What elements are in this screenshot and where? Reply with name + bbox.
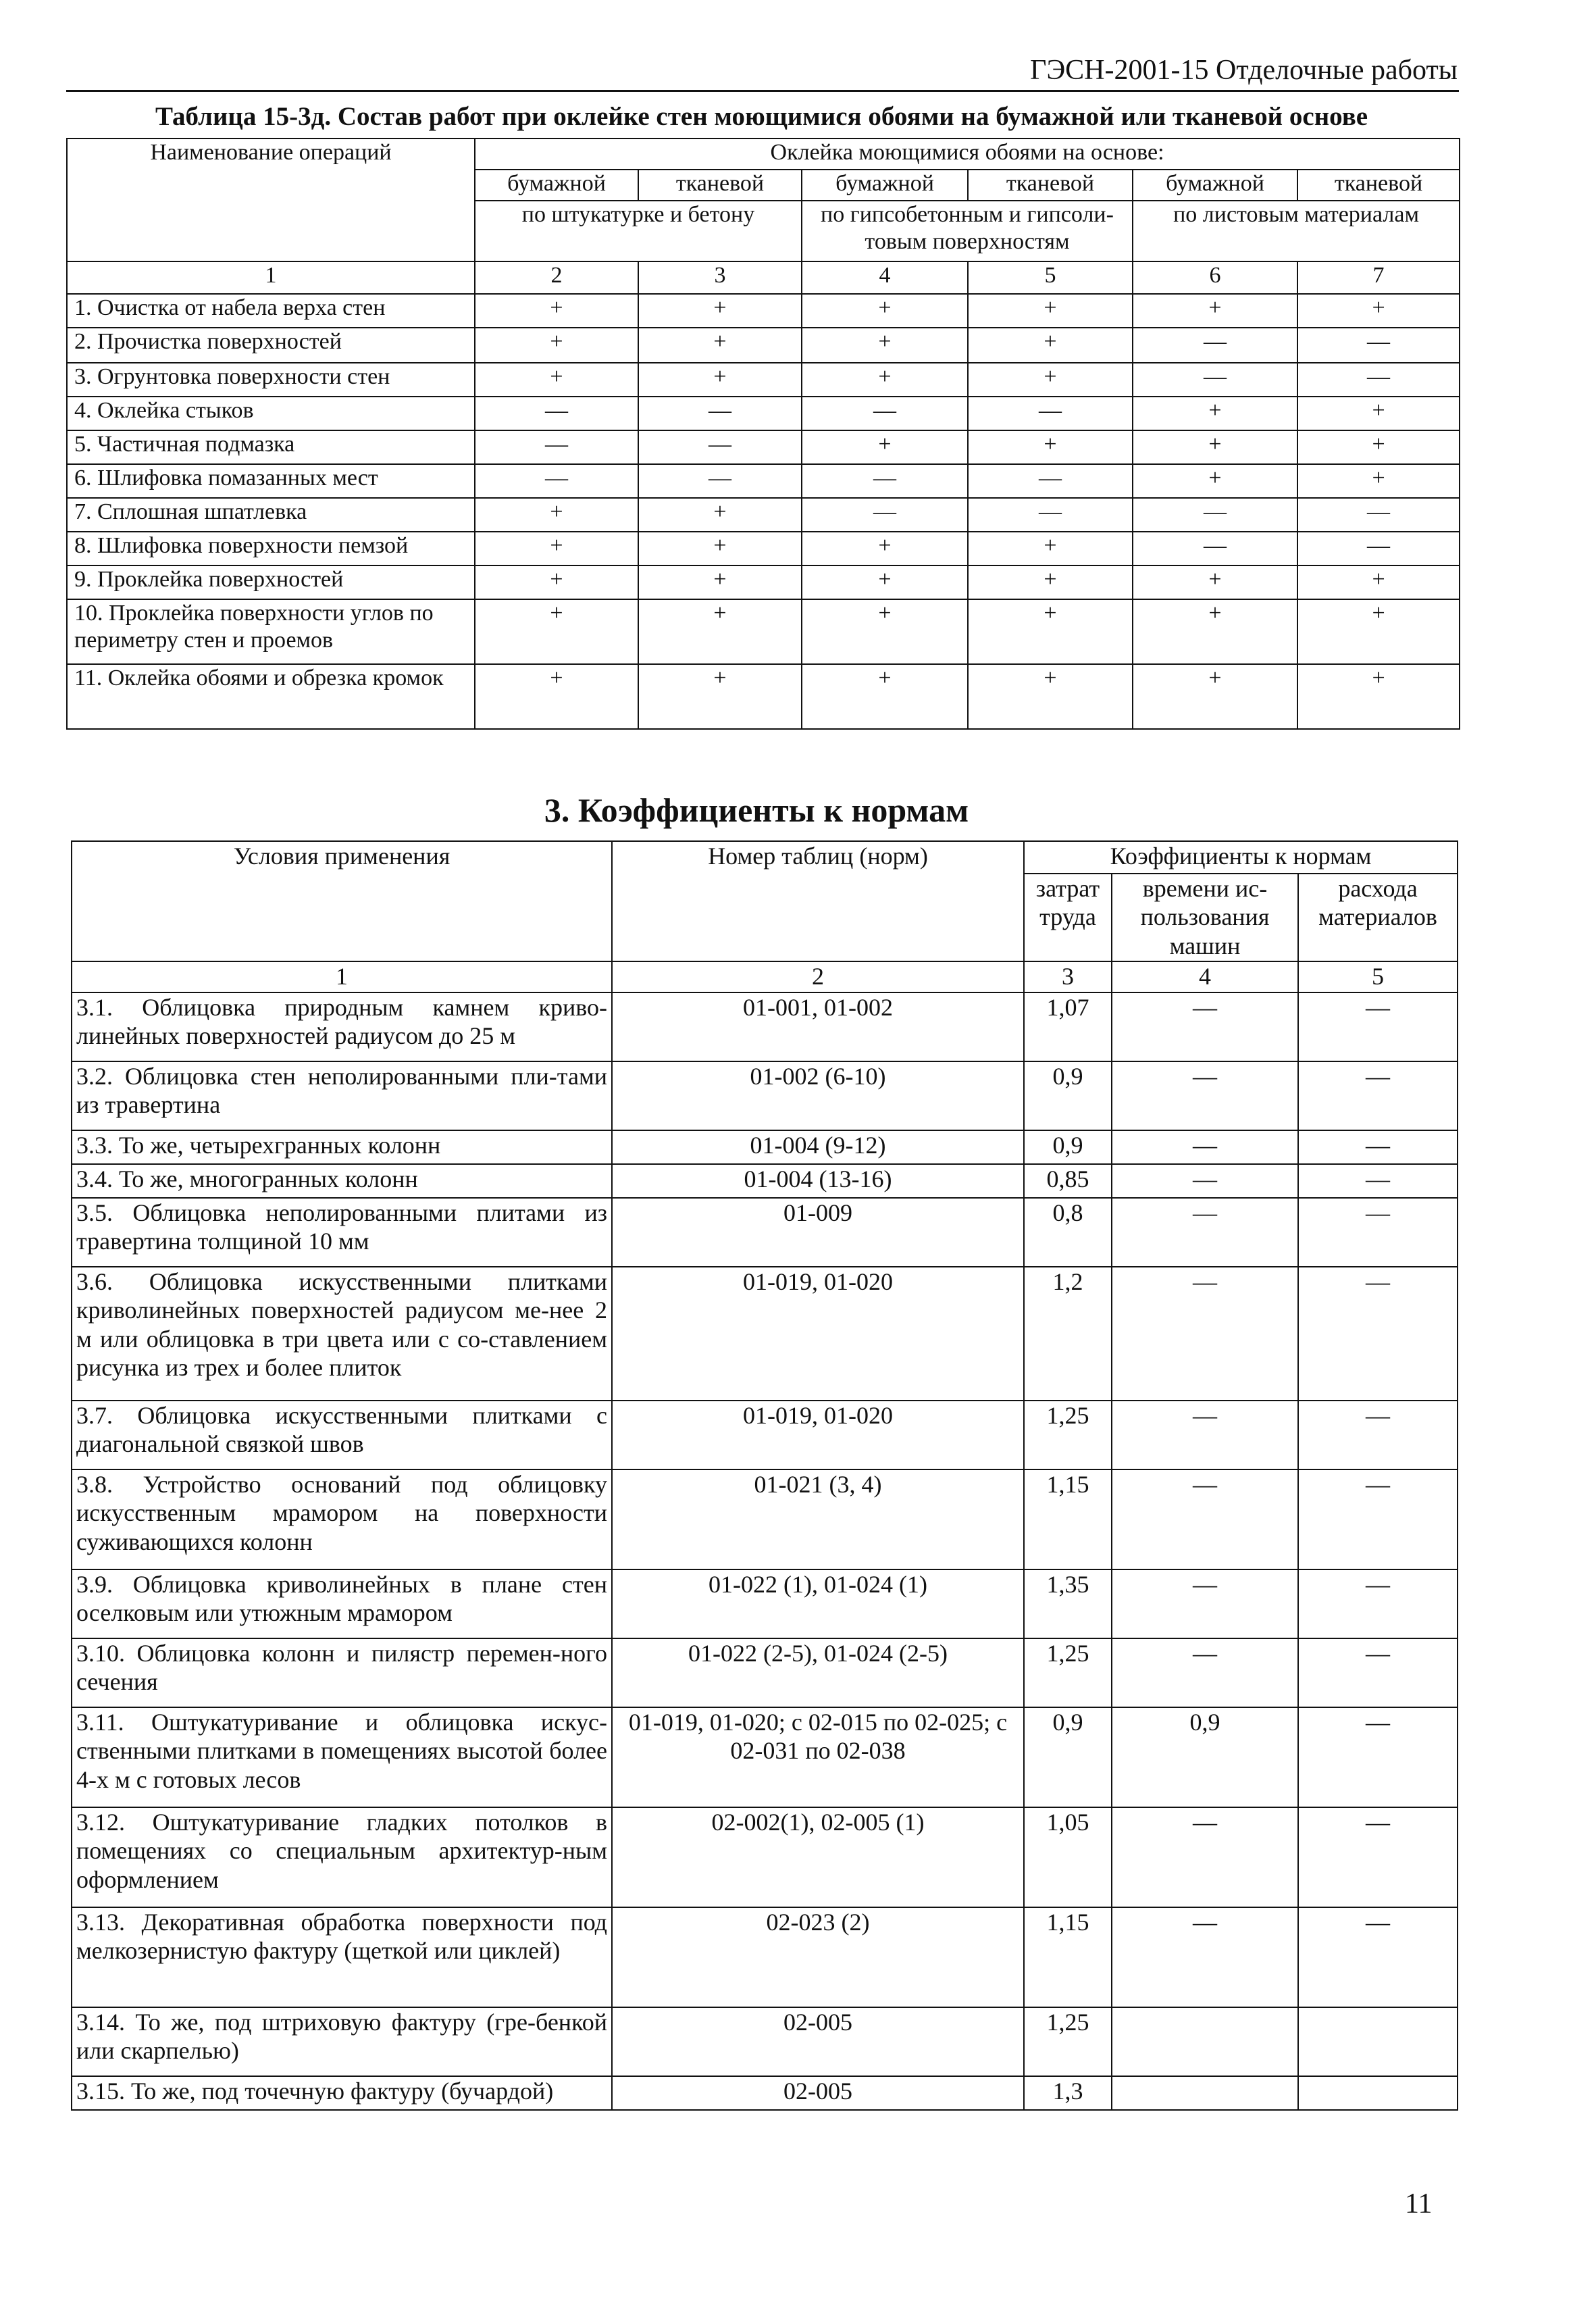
coef-materials: — — [1298, 1401, 1458, 1469]
operation-name: 1. Очистка от набела верха стен — [67, 294, 475, 328]
condition-text: 3.7. Облицовка искусственными плитками с диагональной связкой швов — [72, 1401, 612, 1469]
coef-labor: 1,2 — [1024, 1267, 1112, 1401]
operation-name: 10. Проклейка поверхности углов по периметру стен и проемов — [67, 599, 475, 664]
table-number: 01-004 (13-16) — [612, 1164, 1024, 1198]
table-number: 02-002(1), 02-005 (1) — [612, 1807, 1024, 1907]
operation-mark: — — [1297, 498, 1460, 532]
condition-text: 3.2. Облицовка стен неполированными пли-тами из травертина — [72, 1061, 612, 1130]
table-row — [67, 599, 1460, 664]
coef-materials — [1298, 2076, 1458, 2110]
header-rule — [66, 90, 1459, 92]
coef-labor: 1,25 — [1024, 1638, 1112, 1707]
col-header-base: тканевой — [638, 170, 802, 201]
coef-labor: 1,15 — [1024, 1907, 1112, 2007]
operation-mark: — — [802, 498, 968, 532]
operation-name: 5. Частичная подмазка — [67, 430, 475, 464]
operation-mark: + — [638, 599, 802, 664]
col-header-table-no: Номер таблиц (норм) — [612, 841, 1024, 961]
table-row — [67, 498, 1460, 532]
col-header-wallpaper-group: Оклейка моющимися обоями на основе: — [475, 139, 1460, 170]
col-header-operations: Наименование операций — [67, 139, 475, 261]
table-row — [67, 397, 1460, 430]
coef-materials: — — [1298, 1807, 1458, 1907]
coef-labor: 0,9 — [1024, 1707, 1112, 1807]
coef-machine: — — [1112, 1198, 1298, 1267]
col-number: 7 — [1297, 261, 1460, 294]
coef-materials: — — [1298, 1267, 1458, 1401]
operation-mark: + — [1133, 664, 1297, 729]
coef-labor: 0,85 — [1024, 1164, 1112, 1198]
operation-mark: — — [475, 430, 638, 464]
operation-mark: + — [968, 532, 1133, 565]
operation-mark: + — [638, 363, 802, 397]
coef-machine: — — [1112, 1267, 1298, 1401]
operation-mark: + — [1133, 294, 1297, 328]
condition-text: 3.5. Облицовка неполированными плитами из травертина толщиной 10 мм — [72, 1198, 612, 1267]
operation-name: 2. Прочистка поверхностей — [67, 328, 475, 363]
operation-mark: — — [968, 397, 1133, 430]
coef-labor: 1,35 — [1024, 1569, 1112, 1638]
operation-mark: + — [802, 363, 968, 397]
col-header-surface: по штукатурке и бетону — [475, 201, 802, 261]
col-number: 4 — [1112, 961, 1298, 992]
coef-materials: — — [1298, 1164, 1458, 1198]
operation-mark: + — [1133, 565, 1297, 599]
coef-machine — [1112, 2007, 1298, 2076]
table-row — [67, 363, 1460, 397]
operation-mark: — — [968, 464, 1133, 498]
operation-mark: — — [802, 397, 968, 430]
coef-machine — [1112, 2076, 1298, 2110]
coef-materials: — — [1298, 992, 1458, 1061]
operation-mark: + — [475, 565, 638, 599]
table-number: 01-022 (1), 01-024 (1) — [612, 1569, 1024, 1638]
page-number: 11 — [1405, 2188, 1433, 2219]
coef-labor: 1,07 — [1024, 992, 1112, 1061]
operation-mark: + — [1297, 464, 1460, 498]
operation-mark: + — [968, 599, 1133, 664]
coef-labor: 1,3 — [1024, 2076, 1112, 2110]
operation-mark: + — [1297, 294, 1460, 328]
operation-mark: — — [1297, 532, 1460, 565]
operation-mark: + — [475, 498, 638, 532]
table-row — [72, 1164, 1458, 1198]
coef-materials: — — [1298, 1638, 1458, 1707]
coef-machine: — — [1112, 992, 1298, 1061]
operation-mark: + — [968, 664, 1133, 729]
col-header-coef-group: Коэффициенты к нормам — [1024, 841, 1458, 874]
operation-mark: — — [1133, 532, 1297, 565]
table-row — [72, 1198, 1458, 1267]
operation-mark: + — [968, 363, 1133, 397]
table-number: 01-004 (9-12) — [612, 1130, 1024, 1164]
table-row — [72, 2007, 1458, 2076]
table-number: 01-019, 01-020; с 02-015 по 02-025; с 02-031 по 02-038 — [612, 1707, 1024, 1807]
operation-mark: + — [802, 532, 968, 565]
table-number: 01-022 (2-5), 01-024 (2-5) — [612, 1638, 1024, 1707]
operation-mark: — — [638, 430, 802, 464]
col-header-conditions: Условия применения — [72, 841, 612, 961]
table-row — [72, 1707, 1458, 1807]
table-row — [67, 664, 1460, 729]
coef-materials: — — [1298, 1198, 1458, 1267]
operation-name: 11. Оклейка обоями и обрезка кромок — [67, 664, 475, 729]
operation-name: 9. Проклейка поверхностей — [67, 565, 475, 599]
operation-mark: — — [968, 498, 1133, 532]
coef-machine: — — [1112, 1569, 1298, 1638]
condition-text: 3.15. То же, под точечную фактуру (бучардой) — [72, 2076, 612, 2110]
operation-mark: + — [475, 664, 638, 729]
condition-text: 3.11. Оштукатуривание и облицовка искус-ственными плитками в помещениях высотой более 4-х м с готовых лесов — [72, 1707, 612, 1807]
operation-mark: — — [1133, 498, 1297, 532]
table-number: 01-019, 01-020 — [612, 1267, 1024, 1401]
operation-mark: + — [802, 328, 968, 363]
col-number: 2 — [475, 261, 638, 294]
coef-labor: 1,05 — [1024, 1807, 1112, 1907]
col-header-base: тканевой — [968, 170, 1133, 201]
condition-text: 3.10. Облицовка колонн и пилястр перемен-ного сечения — [72, 1638, 612, 1707]
operation-mark: + — [968, 294, 1133, 328]
coef-machine: 0,9 — [1112, 1707, 1298, 1807]
operation-mark: + — [1297, 664, 1460, 729]
operation-name: 7. Сплошная шпатлевка — [67, 498, 475, 532]
operation-mark: — — [475, 464, 638, 498]
coef-materials — [1298, 2007, 1458, 2076]
operation-mark: — — [1133, 363, 1297, 397]
table-row — [72, 1807, 1458, 1907]
operation-mark: + — [968, 328, 1133, 363]
operation-mark: — — [1297, 328, 1460, 363]
col-number: 1 — [67, 261, 475, 294]
coef-labor: 0,9 — [1024, 1061, 1112, 1130]
col-number: 4 — [802, 261, 968, 294]
table-row — [72, 1401, 1458, 1469]
operation-mark: + — [475, 294, 638, 328]
operation-mark: + — [968, 565, 1133, 599]
col-header-surface: по гипсобетонным и гипсоли-товым поверхностям — [802, 201, 1133, 261]
condition-text: 3.14. То же, под штриховую фактуру (гре-бенкой или скарпелью) — [72, 2007, 612, 2076]
table-number: 02-023 (2) — [612, 1907, 1024, 2007]
operation-mark: + — [968, 430, 1133, 464]
coef-materials: — — [1298, 1469, 1458, 1569]
table-row — [72, 1569, 1458, 1638]
table-row — [67, 464, 1460, 498]
table-wallpaper-operations — [66, 138, 1460, 730]
coef-materials: — — [1298, 1569, 1458, 1638]
coef-machine: — — [1112, 1469, 1298, 1569]
operation-mark: + — [1133, 599, 1297, 664]
operation-mark: + — [802, 565, 968, 599]
column-number-row — [67, 261, 1460, 294]
coef-materials: — — [1298, 1061, 1458, 1130]
coef-machine: — — [1112, 1907, 1298, 2007]
col-header-base: бумажной — [475, 170, 638, 201]
condition-text: 3.4. То же, многогранных колонн — [72, 1164, 612, 1198]
col-number: 3 — [1024, 961, 1112, 992]
col-header-labor: затрат труда — [1024, 874, 1112, 961]
coef-machine: — — [1112, 1401, 1298, 1469]
table-row — [67, 565, 1460, 599]
coef-labor: 1,25 — [1024, 1401, 1112, 1469]
table-row — [67, 430, 1460, 464]
col-header-base: бумажной — [802, 170, 968, 201]
table-row — [72, 992, 1458, 1061]
operation-mark: + — [1133, 464, 1297, 498]
coef-materials: — — [1298, 1907, 1458, 2007]
coef-labor: 1,25 — [1024, 2007, 1112, 2076]
operation-mark: + — [1297, 599, 1460, 664]
operation-mark: + — [1297, 430, 1460, 464]
col-number: 1 — [72, 961, 612, 992]
operation-name: 8. Шлифовка поверхности пемзой — [67, 532, 475, 565]
table-row — [72, 1469, 1458, 1569]
table-row — [72, 1638, 1458, 1707]
operation-mark: + — [638, 498, 802, 532]
table-row — [72, 2076, 1458, 2110]
column-number-row — [72, 961, 1458, 992]
page-header: ГЭСН-2001-15 Отделочные работы — [1030, 55, 1458, 86]
condition-text: 3.8. Устройство оснований под облицовку искусственным мрамором на поверхности суживающихся колонн — [72, 1469, 612, 1569]
col-number: 3 — [638, 261, 802, 294]
coef-materials: — — [1298, 1130, 1458, 1164]
coef-machine: — — [1112, 1130, 1298, 1164]
col-number: 5 — [968, 261, 1133, 294]
condition-text: 3.6. Облицовка искусственными плитками криволинейных поверхностей радиусом ме-нее 2 м или облицовка в три цвета или с со-ставлением рисунка из трех и более плиток — [72, 1267, 612, 1401]
operation-mark: — — [802, 464, 968, 498]
table-number: 02-005 — [612, 2007, 1024, 2076]
operation-mark: + — [802, 430, 968, 464]
table-row — [67, 328, 1460, 363]
operation-mark: + — [475, 363, 638, 397]
coef-materials: — — [1298, 1707, 1458, 1807]
operation-mark: — — [638, 464, 802, 498]
table-number: 01-009 — [612, 1198, 1024, 1267]
operation-mark: + — [1133, 430, 1297, 464]
condition-text: 3.3. То же, четырехгранных колонн — [72, 1130, 612, 1164]
table-row — [72, 1130, 1458, 1164]
operation-mark: + — [802, 599, 968, 664]
table-row — [72, 1267, 1458, 1401]
operation-mark: + — [638, 532, 802, 565]
operation-mark: + — [638, 565, 802, 599]
operation-mark: + — [638, 664, 802, 729]
operation-name: 3. Огрунтовка поверхности стен — [67, 363, 475, 397]
col-number: 5 — [1298, 961, 1458, 992]
operation-mark: + — [475, 599, 638, 664]
col-number: 6 — [1133, 261, 1297, 294]
operation-name: 6. Шлифовка помазанных мест — [67, 464, 475, 498]
coef-machine: — — [1112, 1164, 1298, 1198]
operation-mark: — — [1133, 328, 1297, 363]
table-number: 02-005 — [612, 2076, 1024, 2110]
table-row — [67, 532, 1460, 565]
coef-machine: — — [1112, 1638, 1298, 1707]
col-header-base: бумажной — [1133, 170, 1297, 201]
condition-text: 3.1. Облицовка природным камнем криво-линейных поверхностей радиусом до 25 м — [72, 992, 612, 1061]
operation-name: 4. Оклейка стыков — [67, 397, 475, 430]
coef-labor: 0,9 — [1024, 1130, 1112, 1164]
operation-mark: + — [1297, 397, 1460, 430]
table-number: 01-019, 01-020 — [612, 1401, 1024, 1469]
operation-mark: + — [475, 532, 638, 565]
operation-mark: + — [638, 294, 802, 328]
operation-mark: — — [475, 397, 638, 430]
table-row — [72, 1061, 1458, 1130]
table-row — [72, 1907, 1458, 2007]
condition-text: 3.9. Облицовка криволинейных в плане стен оселковым или утюжным мрамором — [72, 1569, 612, 1638]
col-header-surface: по листовым материалам — [1133, 201, 1460, 261]
condition-text: 3.13. Декоративная обработка поверхности под мелкозернистую фактуру (щеткой или циклей) — [72, 1907, 612, 2007]
table1-title: Таблица 15-3д. Состав работ при оклейке стен моющимися обоями на бумажной или тканевой основе — [155, 102, 1368, 131]
operation-mark: + — [475, 328, 638, 363]
table-row — [67, 294, 1460, 328]
coef-labor: 0,8 — [1024, 1198, 1112, 1267]
col-header-materials: расхода материалов — [1298, 874, 1458, 961]
col-header-base: тканевой — [1297, 170, 1460, 201]
coef-machine: — — [1112, 1061, 1298, 1130]
operation-mark: + — [1133, 397, 1297, 430]
operation-mark: — — [638, 397, 802, 430]
operation-mark: + — [802, 664, 968, 729]
table-number: 01-021 (3, 4) — [612, 1469, 1024, 1569]
section3-title: 3. Коэффициенты к нормам — [544, 791, 969, 829]
operation-mark: + — [638, 328, 802, 363]
coef-machine: — — [1112, 1807, 1298, 1907]
col-number: 2 — [612, 961, 1024, 992]
operation-mark: + — [1297, 565, 1460, 599]
condition-text: 3.12. Оштукатуривание гладких потолков в помещениях со специальным архитектур-ным оформлением — [72, 1807, 612, 1907]
operation-mark: + — [802, 294, 968, 328]
col-header-machine: времени ис-пользования машин — [1112, 874, 1298, 961]
coef-labor: 1,15 — [1024, 1469, 1112, 1569]
table-number: 01-002 (6-10) — [612, 1061, 1024, 1130]
table-norm-coefficients — [71, 840, 1458, 2111]
operation-mark: — — [1297, 363, 1460, 397]
table-number: 01-001, 01-002 — [612, 992, 1024, 1061]
